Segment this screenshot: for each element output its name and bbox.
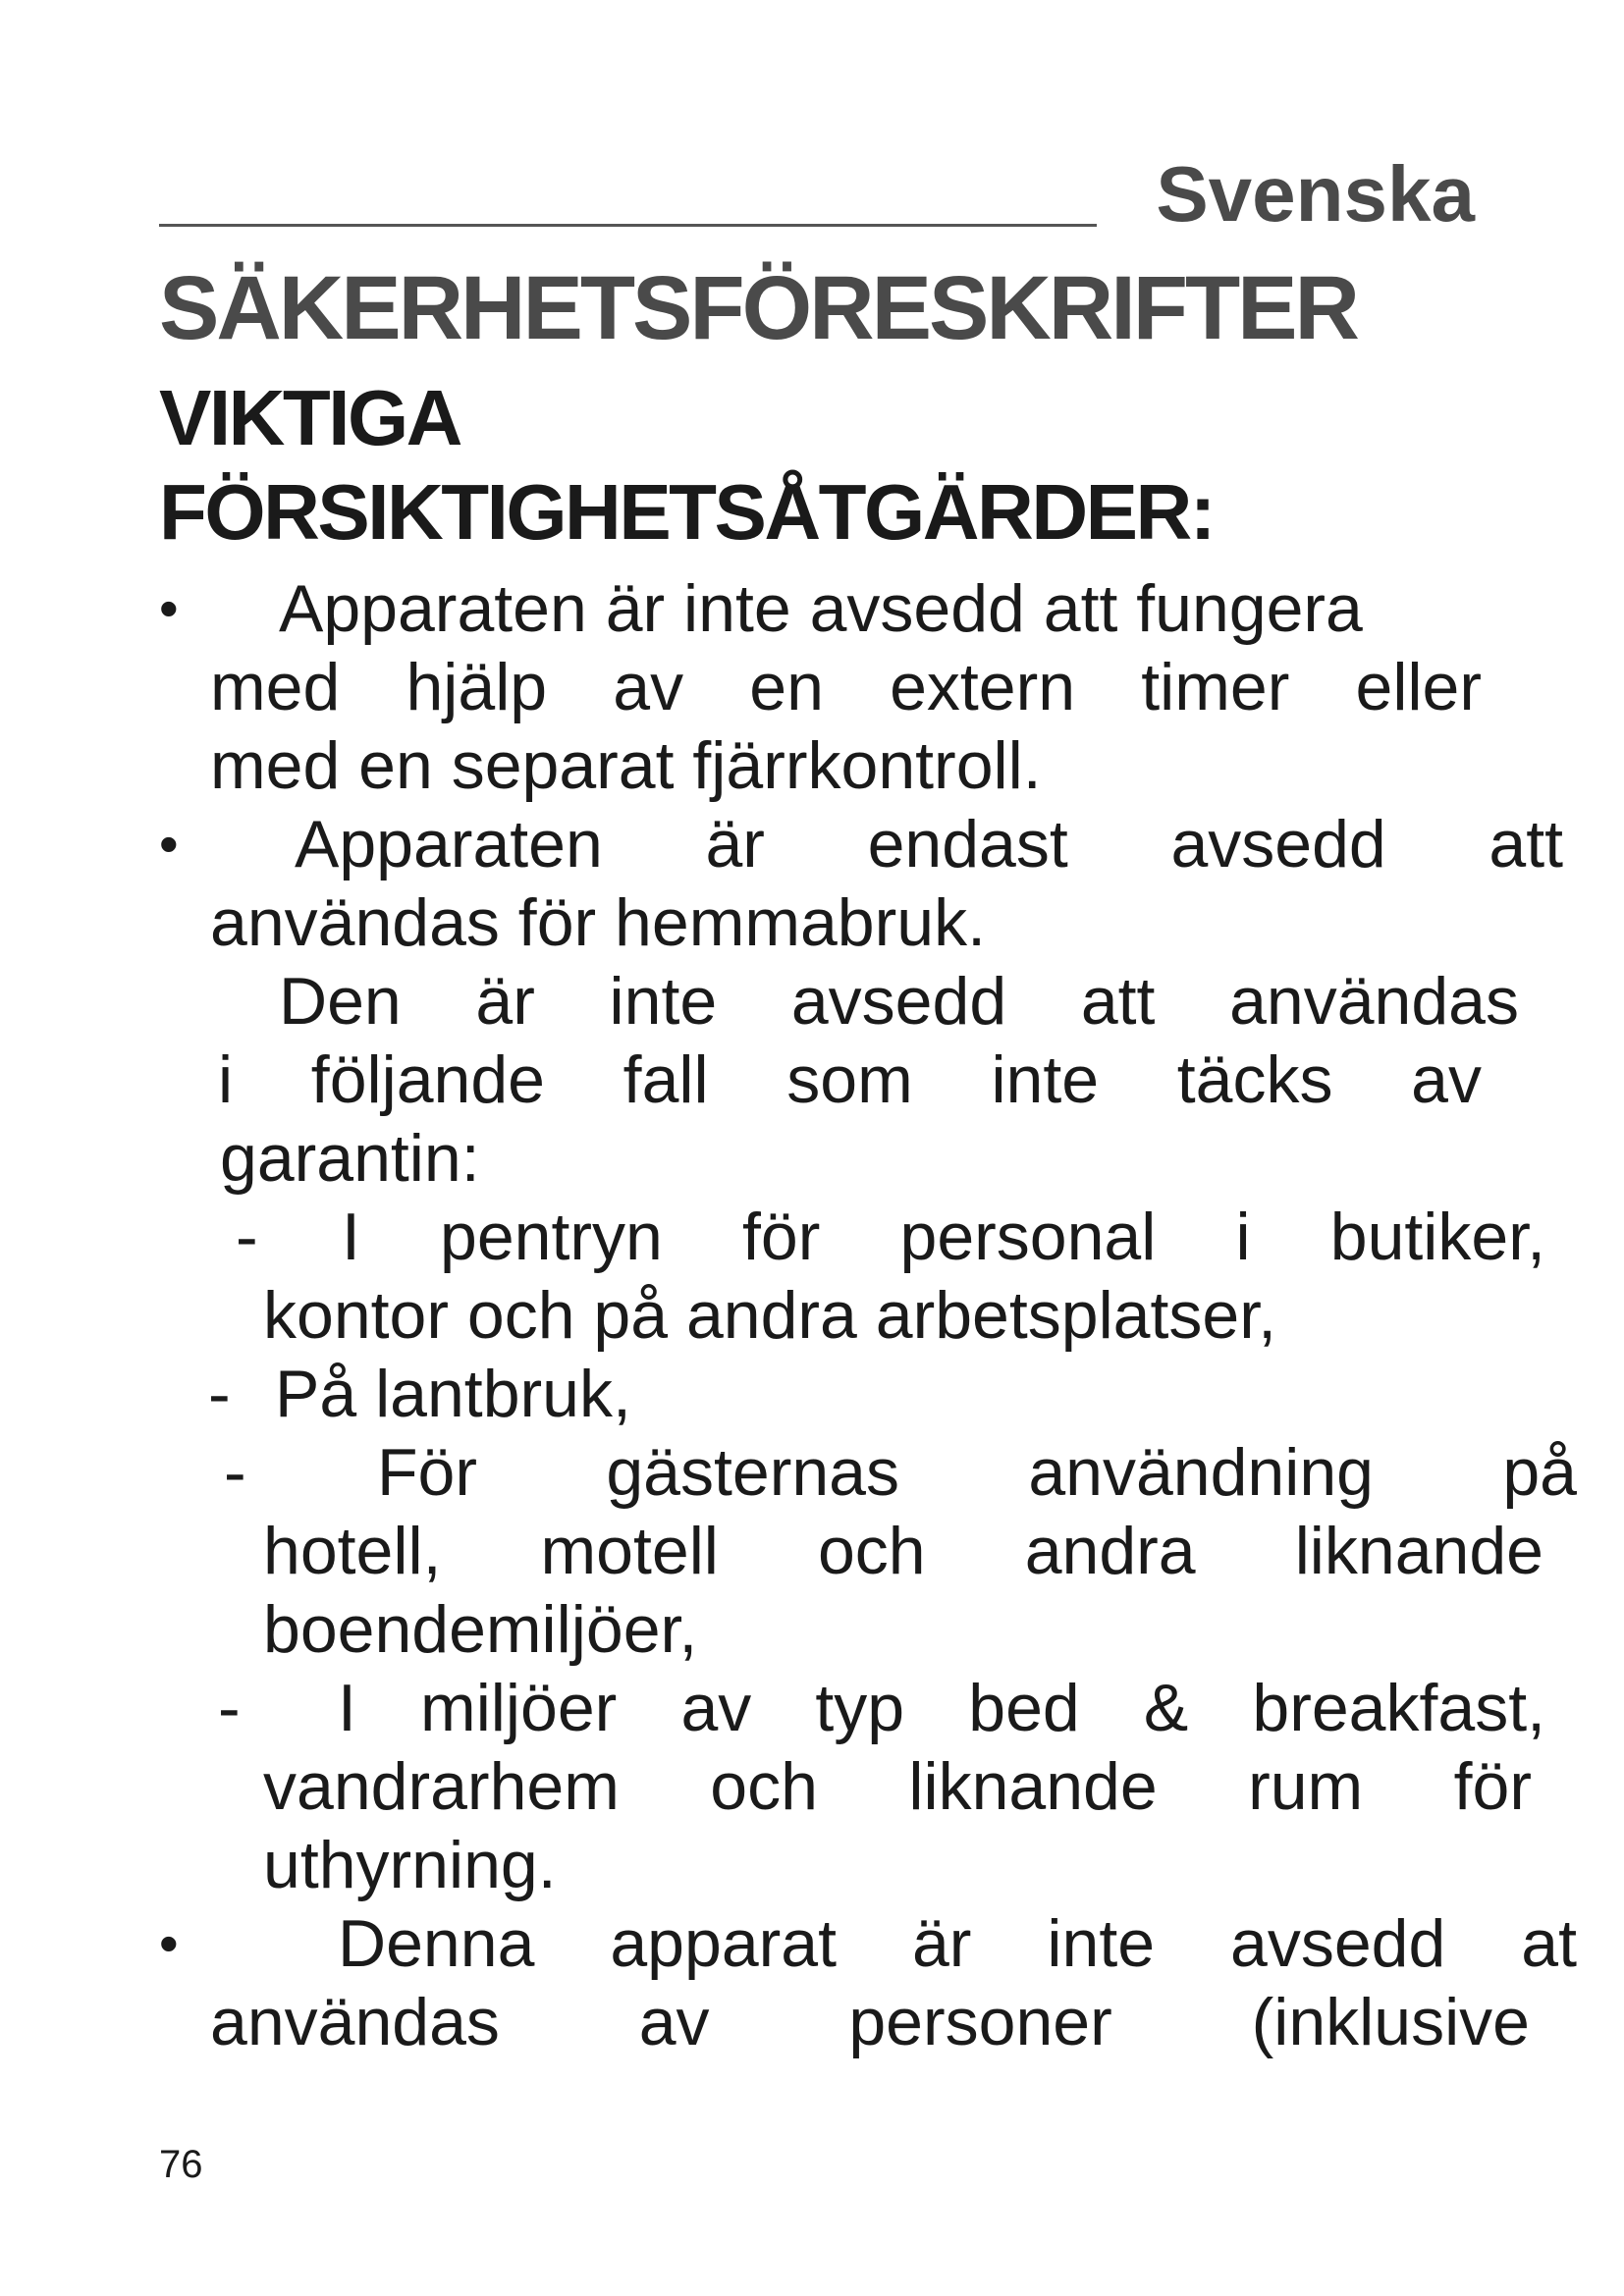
bullet-line: med en separat fjärrkontroll. [210, 728, 1042, 803]
dash-item [0, 1355, 1624, 1433]
page-header [159, 147, 1475, 240]
dash-line: hotell, motell och andra liknande [263, 1514, 1543, 1588]
paragraph-line: garantin: [220, 1121, 480, 1196]
subtitle-line-1: VIKTIGA [159, 374, 460, 461]
paragraph-line: Den är inte avsedd att användas [279, 964, 1519, 1039]
dash-mark: - [218, 1671, 241, 1745]
bullet-line: Denna apparat är inte avsedd at [338, 1906, 1577, 1981]
bullet-mark: • [159, 813, 179, 875]
section-title: SÄKERHETSFÖRESKRIFTER [159, 258, 1357, 358]
bullet-item [0, 805, 1624, 962]
bullet-mark: • [159, 1912, 179, 1974]
bullet-mark: • [159, 577, 179, 639]
dash-item [0, 1669, 1624, 1904]
dash-item [0, 1433, 1624, 1669]
dash-line: vandrarhem och liknande rum för [263, 1749, 1532, 1824]
subtitle-line-2: FÖRSIKTIGHETSÅTGÄRDER: [159, 468, 1214, 556]
safety-text-body [0, 569, 1624, 2061]
dash-item [0, 1198, 1624, 1355]
bullet-line: Apparaten är endast avsedd att [295, 807, 1563, 881]
bullet-line: med hjälp av en extern timer eller [210, 650, 1482, 724]
header-rule [159, 224, 1097, 227]
dash-line: boendemiljöer, [263, 1592, 698, 1667]
bullet-line: Apparaten är inte avsedd att fungera [279, 571, 1363, 646]
language-label: Svenska [1156, 150, 1475, 238]
dash-line: I pentryn för personal i butiker, [342, 1200, 1545, 1274]
paragraph [0, 962, 1624, 1198]
dash-mark: - [224, 1435, 246, 1510]
dash-mark: - [208, 1357, 231, 1431]
section-subtitle [159, 371, 1214, 560]
bullet-line: användas för hemmabruk. [210, 885, 986, 960]
page-number: 76 [159, 2143, 203, 2186]
paragraph-line: i följande fall som inte täcks av [218, 1042, 1482, 1117]
bullet-item [0, 1904, 1624, 2061]
bullet-line: användas av personer (inklusive [210, 1985, 1530, 2059]
bullet-item [0, 569, 1624, 805]
dash-line: I miljöer av typ bed & breakfast, [338, 1671, 1545, 1745]
dash-mark: - [236, 1200, 258, 1274]
dash-line: På lantbruk, [275, 1357, 631, 1431]
dash-line: kontor och på andra arbetsplatser, [263, 1278, 1276, 1353]
dash-line: uthyrning. [263, 1828, 557, 1902]
dash-line: För gästernas användning på [377, 1435, 1577, 1510]
